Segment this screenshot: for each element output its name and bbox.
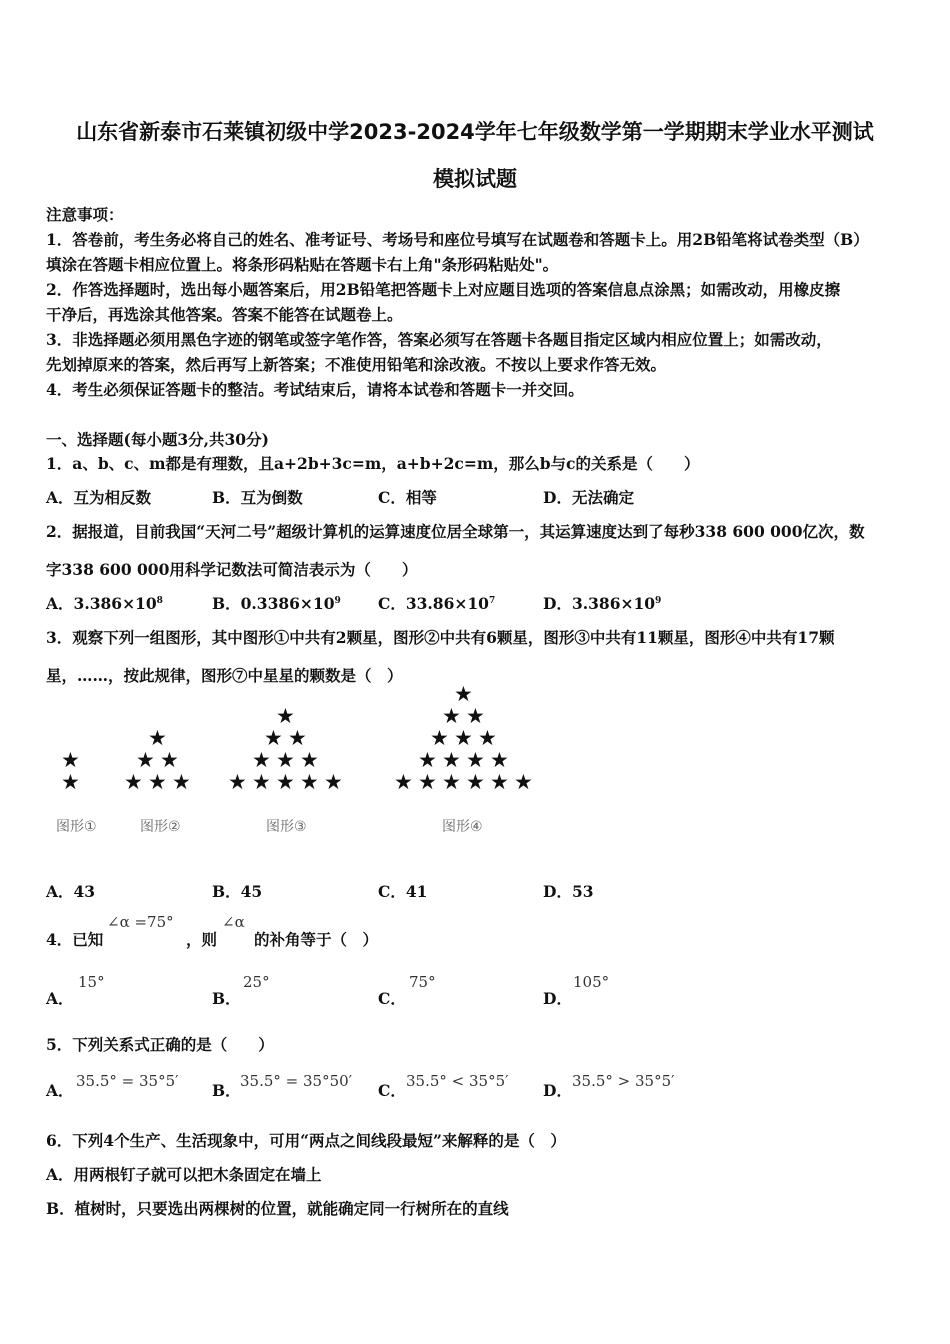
exam-title-line-1: 山东省新泰市石莱镇初级中学2023-2024学年七年级数学第一学期期末学业水平测试 (76, 120, 874, 144)
notice-line: 4．考生必须保证答题卡的整洁。考试结束后，请将本试卷和答题卡一并交回。 (46, 380, 584, 399)
q1-option-b: B．互为倒数 (212, 488, 303, 507)
q5-option-b-value: 35.5° = 35°50′ (240, 1072, 353, 1090)
star-icon: ★ (148, 726, 167, 750)
star-icon: ★ (418, 770, 437, 794)
exam-title-line-2: 模拟试题 (433, 167, 517, 191)
q5-option-d-label: D． (543, 1081, 572, 1100)
q3-option-b: B．45 (212, 882, 263, 901)
q5-option-a-value: 35.5° = 35°5′ (76, 1072, 179, 1090)
q2-stem-line-1: 2．据报道，目前我国“天河二号”超级计算机的运算速度位居全球第一，其运算速度达到了每秒338 600 000亿次，数 (46, 522, 865, 541)
star-icon: ★ (228, 770, 247, 794)
star-icon: ★ (160, 748, 179, 772)
star-icon: ★ (442, 704, 461, 728)
star-icon: ★ (300, 770, 319, 794)
q5-option-c-label: C． (378, 1081, 406, 1100)
star-icon: ★ (276, 704, 295, 728)
star-icon: ★ (136, 748, 155, 772)
q2-stem-line-2: 字338 600 000用科学记数法可简洁表示为（ ） (46, 560, 418, 579)
q4-option-d-label: D． (543, 989, 572, 1008)
q2-option-d: D．$3.386\times 10^9$ (543, 594, 662, 613)
figure-label-1: 图形① (56, 819, 97, 835)
q4-suffix: 的补角等于（ ） (254, 930, 379, 949)
notice-line: 干净后，再选涂其他答案。答案不能答在试题卷上。 (46, 305, 403, 324)
star-icon: ★ (466, 704, 485, 728)
q3-option-c: C．41 (378, 882, 428, 901)
star-icon: ★ (514, 770, 533, 794)
q4-option-c-value: 75° (409, 973, 436, 991)
star-icon: ★ (264, 726, 283, 750)
star-icon: ★ (442, 770, 461, 794)
star-icon: ★ (490, 748, 509, 772)
notice-line: 3．非选择题必须用黑色字迹的钢笔或签字笔作答，答案必须写在答题卡各题目指定区域内相应位置上；如需改动， (46, 330, 832, 349)
section-heading: 一、选择题(每小题3分,共30分) (46, 430, 269, 449)
q4-option-b-value: 25° (243, 973, 270, 991)
q4-math-angle: ∠α (222, 913, 245, 931)
figure-label-3: 图形③ (266, 819, 307, 835)
q4-option-d-value: 105° (573, 973, 610, 991)
q5-option-d-value: 35.5° > 35°5′ (572, 1072, 675, 1090)
star-icon: ★ (172, 770, 191, 794)
q1-option-a: A．互为相反数 (46, 488, 152, 507)
star-icon: ★ (490, 770, 509, 794)
notice-line: 1．答卷前，考生务必将自己的姓名、准考证号、考场号和座位号填写在试题卷和答题卡上。用2B铅笔将试卷类型（B） (46, 230, 869, 249)
q2-option-a: A．$3.386\times 10^8$ (46, 594, 163, 613)
star-icon: ★ (430, 726, 449, 750)
q4-option-b-label: B． (212, 989, 241, 1008)
star-icon: ★ (61, 748, 80, 772)
q5-option-b-label: B． (212, 1081, 241, 1100)
q4-option-c-label: C． (378, 989, 406, 1008)
notice-line: 2．作答选择题时，选出每小题答案后，用2B铅笔把答题卡上对应题目选项的答案信息点涂黑；如需改动，用橡皮擦 (46, 280, 841, 299)
star-icon: ★ (148, 770, 167, 794)
figure-label-2: 图形② (140, 819, 181, 835)
q2-option-b: B．$0.3386\times 10^9$ (212, 594, 341, 613)
star-icon: ★ (454, 726, 473, 750)
q1-option-c: C．相等 (378, 488, 437, 507)
q4-prefix: 4．已知 (46, 930, 104, 949)
star-icon: ★ (252, 770, 271, 794)
figure-label-4: 图形④ (442, 819, 483, 835)
q1-option-d: D．无法确定 (543, 488, 634, 507)
star-icon: ★ (454, 682, 473, 706)
notice-line: 先划掉原来的答案，然后再写上新答案；不准使用铅笔和涂改液。不按以上要求作答无效。 (46, 355, 667, 374)
star-icon: ★ (466, 770, 485, 794)
notice-line: 填涂在答题卡相应位置上。将条形码粘贴在答题卡右上角"条形码粘贴处"。 (46, 255, 559, 274)
q4-math-angle-given: ∠α =75° (107, 913, 174, 931)
q4-option-a-label: A． (46, 989, 74, 1008)
q5-option-c-value: 35.5° < 35°5′ (406, 1072, 509, 1090)
q3-stem-line-2: 星，……，按此规律，图形⑦中星星的颗数是（ ） (46, 666, 403, 685)
q6-option-b: B．植树时，只要选出两棵树的位置，就能确定同一行树所在的直线 (46, 1199, 509, 1218)
star-icon: ★ (252, 748, 271, 772)
q5-stem: 5．下列关系式正确的是（ ） (46, 1035, 274, 1054)
star-icon: ★ (418, 748, 437, 772)
notice-heading: 注意事项： (46, 205, 124, 224)
q3-option-a: A．43 (46, 882, 96, 901)
star-icon: ★ (124, 770, 143, 794)
star-icon: ★ (300, 748, 319, 772)
star-icon: ★ (324, 770, 343, 794)
q3-option-d: D．53 (543, 882, 594, 901)
q3-stem-line-1: 3．观察下列一组图形，其中图形①中共有2颗星，图形②中共有6颗星，图形③中共有11颗星，图形④中共有17颗 (46, 628, 835, 647)
q2-option-c: C．$33.86\times 10^7$ (378, 594, 496, 613)
q5-option-a-label: A． (46, 1081, 74, 1100)
star-icon: ★ (442, 748, 461, 772)
star-icon: ★ (61, 770, 80, 794)
star-icon: ★ (394, 770, 413, 794)
q6-stem: 6．下列4个生产、生活现象中，可用“两点之间线段最短”来解释的是（ ） (46, 1131, 566, 1150)
q4-middle: ，则 (186, 930, 218, 949)
star-icon: ★ (288, 726, 307, 750)
star-icon: ★ (478, 726, 497, 750)
q1-stem: 1．a、b、c、m都是有理数，且a+2b+3c=m，a+b+2c=m，那么b与c的关系是（ ） (46, 454, 700, 473)
star-icon: ★ (466, 748, 485, 772)
star-icon: ★ (276, 770, 295, 794)
star-icon: ★ (276, 748, 295, 772)
q4-option-a-value: 15° (78, 973, 105, 991)
q6-option-a: A．用两根钉子就可以把木条固定在墙上 (46, 1165, 322, 1184)
